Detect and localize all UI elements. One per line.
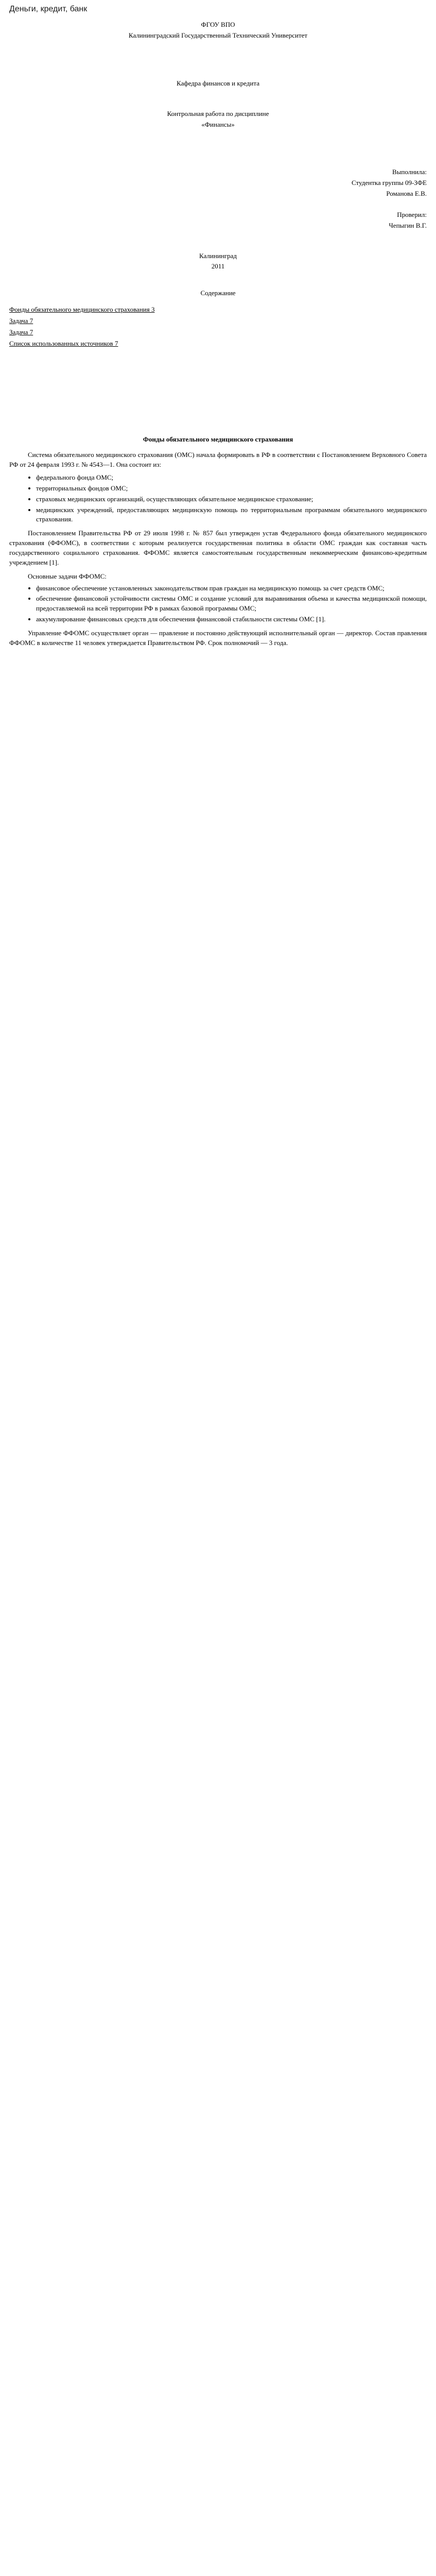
- toc-item[interactable]: [9, 305, 427, 315]
- table-of-contents: [9, 305, 427, 348]
- section-title: Фонды обязательного медицинского страхования: [143, 435, 293, 443]
- toc-link[interactable]: Фонды обязательного медицинского страхования 3: [9, 306, 155, 314]
- list-item: • территориальных фондов ОМС;: [36, 484, 427, 494]
- oms-structure-list: [9, 473, 427, 524]
- paragraph: Постановлением Правительства РФ от 29 июля 1998 г. № 857 был утвержден устав Федерального фонда обязательного медицинского страхования (ФФОМС), в соответствии с которым реализуется государственная политика в области ОМС граждан как составная часть государственного социального страхования. ФФОМС является самостоятельным государственным некоммерческим финансово-кредитным учреждением [1].: [9, 529, 427, 566]
- org-short: ФГОУ ВПО: [201, 21, 235, 29]
- list-item: • аккумулирование финансовых средств для обеспечения финансовой стабильности системы ОМС [1].: [36, 615, 427, 624]
- list-item: • обеспечение финансовой устойчивости системы ОМС и создание условий для выравнивания объема и качества медицинской помощи, предоставляемой на всей территории РФ в рамках базовой программы ОМС;: [36, 594, 427, 614]
- discipline-name: «Финансы»: [201, 120, 235, 128]
- paragraph: Система обязательного медицинского страхования (ОМС) начала формировать в РФ в соответствии с Постановлением Верховного Совета РФ от 24 февраля 1993 г. № 4543—1. Она состоит из:: [9, 451, 427, 469]
- site-header: Деньги, кредит, банк: [9, 5, 88, 13]
- checked-label: Проверил:: [397, 210, 427, 218]
- city: Калининград: [199, 251, 237, 260]
- toc-item[interactable]: [9, 328, 427, 337]
- list-item: • финансовое обеспечение установленных законодательством прав граждан на медицинскую помощь за счет средств ОМС;: [36, 584, 427, 594]
- student-group: Студентка группы 09-ЗФЕ: [352, 179, 427, 187]
- toc-link[interactable]: Задача 7: [9, 317, 33, 325]
- title-page: [9, 20, 427, 272]
- list-item: • страховых медицинских организаций, осуществляющих обязательное медицинское страхование;: [36, 495, 427, 504]
- student-name: Романова Е.В.: [386, 190, 427, 198]
- toc-item[interactable]: [9, 316, 427, 326]
- checker-name: Чепыгин В.Г.: [389, 221, 427, 229]
- year: 2011: [211, 262, 225, 270]
- list-item: • медицинских учреждений, предоставляющих медицинскую помощь по территориальным программам обязательного медицинского страхования.: [36, 505, 427, 525]
- university-name: Калининградский Государственный Технический Университет: [128, 31, 308, 40]
- department-name: Кафедра финансов и кредита: [177, 79, 259, 87]
- list-item: • федерального фонда ОМС;: [36, 473, 427, 483]
- work-type: Контрольная работа по дисциплине: [167, 109, 269, 117]
- toc-heading: Содержание: [200, 289, 236, 297]
- paragraph: Управление ФФОМС осуществляет орган — правление и постоянно действующий исполнительный орган — директор. Состав правления ФФОМС в количестве 11 человек утверждается Правительством РФ. Срок полномочий — 3 года.: [9, 629, 427, 647]
- document-page: [0, 0, 436, 672]
- fund-tasks-list: [9, 584, 427, 624]
- performed-label: Выполнила:: [392, 168, 427, 176]
- toc-item[interactable]: [9, 339, 427, 349]
- toc-link[interactable]: Список использованных источников 7: [9, 339, 118, 347]
- toc-link[interactable]: Задача 7: [9, 328, 33, 336]
- tasks-label: Основные задачи ФФОМС:: [28, 572, 107, 580]
